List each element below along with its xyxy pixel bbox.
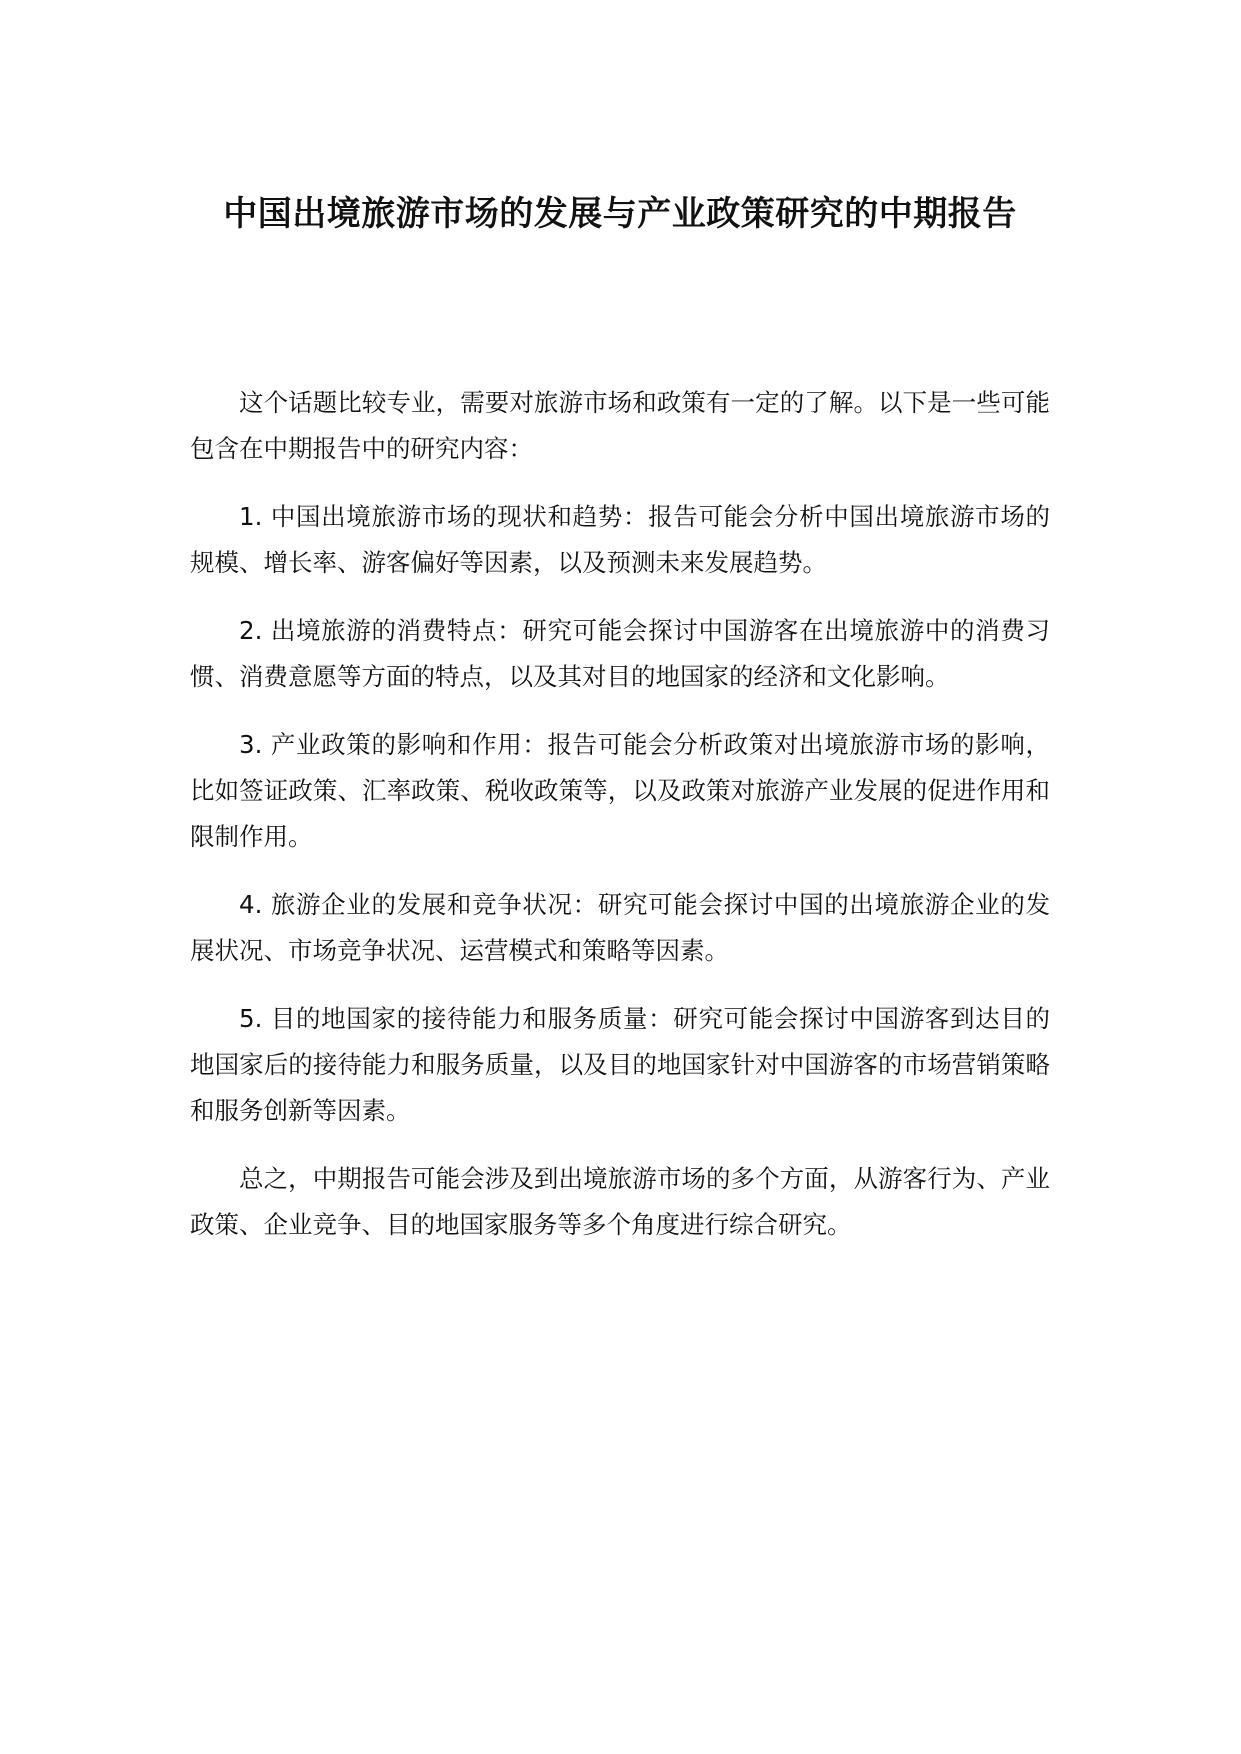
conclusion-paragraph: 总之，中期报告可能会涉及到出境旅游市场的多个方面，从游客行为、产业政策、企业竞争、目的地国家服务等多个角度进行综合研究。: [190, 1164, 1050, 1239]
intro-paragraph: 这个话题比较专业，需要对旅游市场和政策有一定的了解。以下是一些可能包含在中期报告中的研究内容：: [190, 388, 1050, 463]
item-1-paragraph: 1. 中国出境旅游市场的现状和趋势：报告可能会分析中国出境旅游市场的规模、增长率、游客偏好等因素，以及预测未来发展趋势。: [190, 502, 1050, 577]
item-2-paragraph: 2. 出境旅游的消费特点：研究可能会探讨中国游客在出境旅游中的消费习惯、消费意愿等方面的特点，以及其对目的地国家的经济和文化影响。: [190, 616, 1050, 691]
document-title: 中国出境旅游市场的发展与产业政策研究的中期报告: [223, 194, 1017, 234]
item-5-paragraph: 5. 目的地国家的接待能力和服务质量：研究可能会探讨中国游客到达目的地国家后的接待能力和服务质量，以及目的地国家针对中国游客的市场营销策略和服务创新等因素。: [190, 1004, 1050, 1125]
item-3-paragraph: 3. 产业政策的影响和作用：报告可能会分析政策对出境旅游市场的影响，比如签证政策、汇率政策、税收政策等，以及政策对旅游产业发展的促进作用和限制作用。: [190, 730, 1050, 851]
item-4-paragraph: 4. 旅游企业的发展和竞争状况：研究可能会探讨中国的出境旅游企业的发展状况、市场竞争状况、运营模式和策略等因素。: [190, 890, 1050, 965]
document-body: [190, 380, 1050, 1270]
